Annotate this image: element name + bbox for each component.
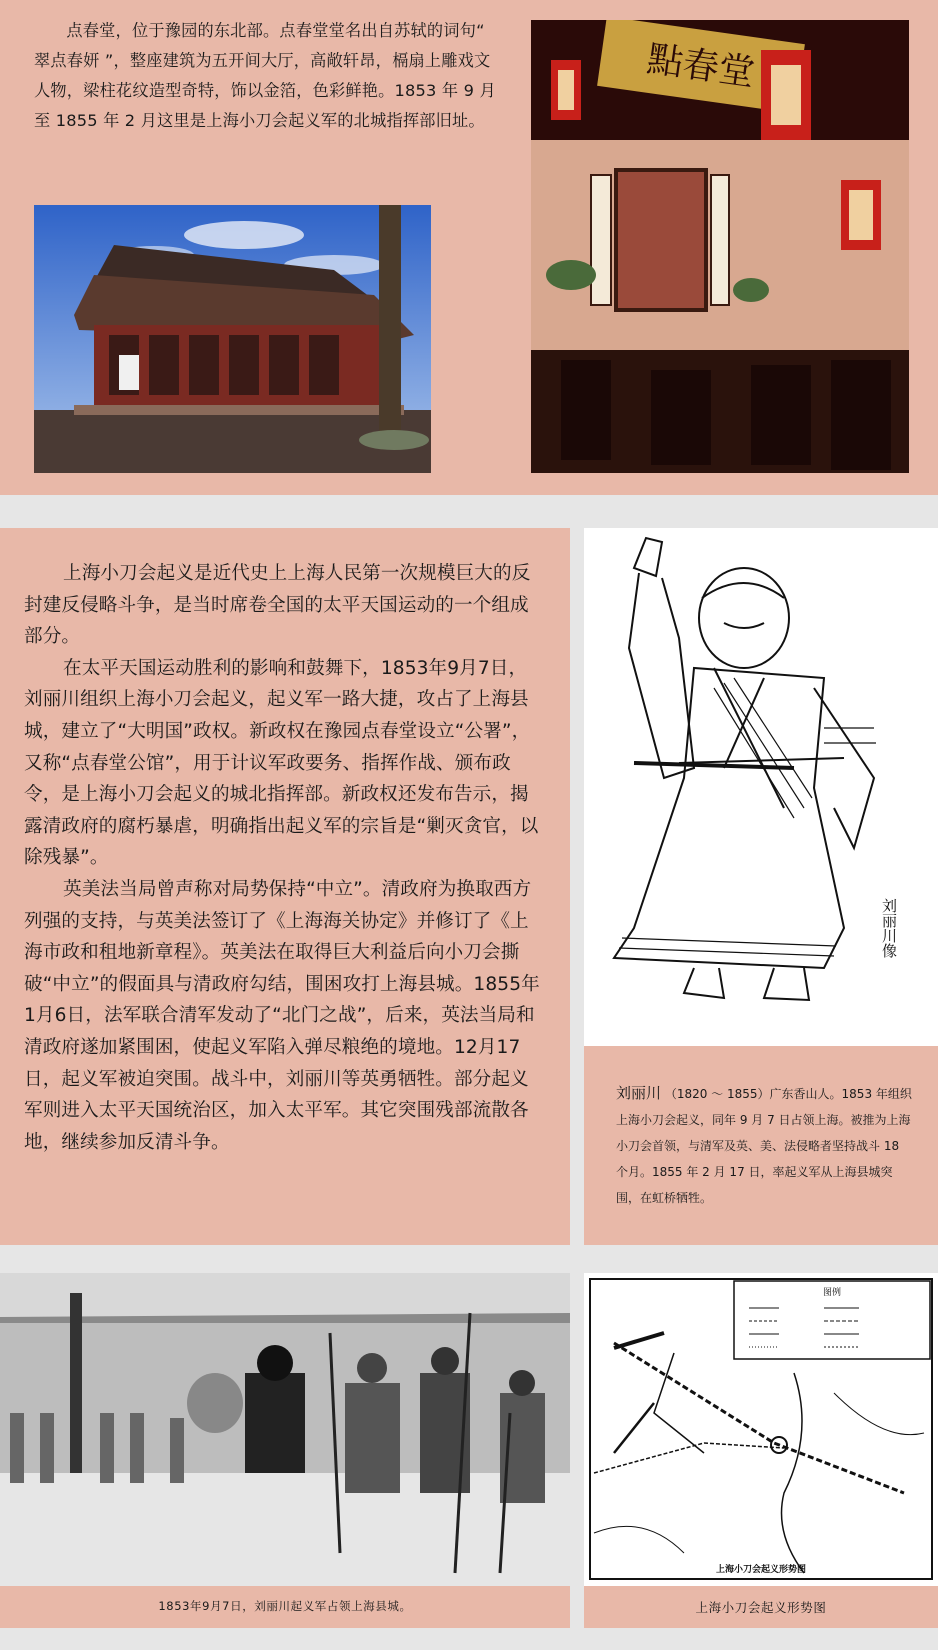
pavilion-photo <box>34 205 431 473</box>
battle-caption-panel <box>0 1586 570 1628</box>
hall-interior-photo <box>531 20 909 473</box>
history-paragraph: 上海小刀会起义是近代史上上海人民第一次规模巨大的反封建反侵略斗争，是当时席卷全国的太平天国运动的一个组成部分。 <box>24 563 531 648</box>
map-legend-title: 图例 <box>822 1288 842 1298</box>
liu-lichuan-portrait <box>584 528 938 1046</box>
portrait-caption-panel <box>584 1046 938 1245</box>
dianchuntang-description: 点春堂，位于豫园的东北部。点春堂堂名出自苏轼的词句“ 翠点春妍 ”，整座建筑为五开间大厅，高敞轩昂，槅扇上雕戏文人物，梁柱花纹造型奇特，饰以金箔，色彩鲜艳。1853 年 9 月至 1855 年 2 月这里是上海小刀会起义军的北城指挥部旧址。 <box>34 21 496 130</box>
portrait-name: 刘丽川 <box>616 1084 662 1102</box>
map-caption: 上海小刀会起义形势图 <box>695 1600 827 1615</box>
map-inner-title: 上海小刀会起义形势图 <box>715 1565 807 1575</box>
history-paragraph: 在太平天国运动胜利的影响和鼓舞下，1853年9月7日，刘丽川组织上海小刀会起义，起义军一路大捷，攻占了上海县城，建立了“大明国”政权。新政权在豫园点春堂设立“公署”，又称“点春堂公馆”，用于计议军政要务、指挥作战、颁布政令，是上海小刀会起义的城北指挥部。新政权还发布告示，揭露清政府的腐朽暴虐，明确指出起义军的宗旨是“剿灭贪官，以除残暴”。 <box>24 657 539 869</box>
portrait-signature: 刘丽川像 <box>880 898 898 958</box>
portrait-bio: （1820 ～ 1855）广东香山人。1853 年组织上海小刀会起义，同年 9 月 7 日占领上海。被推为上海小刀会首领，与清军及英、美、法侵略者坚持战斗 18 个月。1855 年 2 月 17 日，率起义军从上海县城突围，在虹桥牺牲。 <box>616 1087 912 1205</box>
intro-panel <box>0 0 938 495</box>
hall-plaque: 點春堂 <box>644 38 758 95</box>
portrait-caption <box>616 1080 914 1211</box>
history-panel <box>0 528 570 1245</box>
battle-caption: 1853年9月7日，刘丽川起义军占领上海县城。 <box>158 1599 412 1613</box>
history-text <box>24 558 544 1158</box>
uprising-situation-map <box>584 1273 938 1586</box>
map-caption-panel <box>584 1586 938 1628</box>
history-paragraph: 英美法当局曾声称对局势保持“中立”。清政府为换取西方列强的支持，与英美法签订了《上海海关协定》并修订了《上海市政和租地新章程》。英美法在取得巨大利益后向小刀会撕破“中立”的假面具与清政府勾结，围困攻打上海县城。1855年1月6日，法军联合清军发动了“北门之战”，后来，英法当局和清政府遂加紧围困，使起义军陷入弹尽粮绝的境地。12月17日，起义军被迫突围。战斗中，刘丽川等英勇牺牲。部分起义军则进入太平天国统治区，加入太平军。其它突围残部流散各地，继续参加反清斗争。 <box>24 878 540 1153</box>
battle-illustration <box>0 1273 570 1586</box>
